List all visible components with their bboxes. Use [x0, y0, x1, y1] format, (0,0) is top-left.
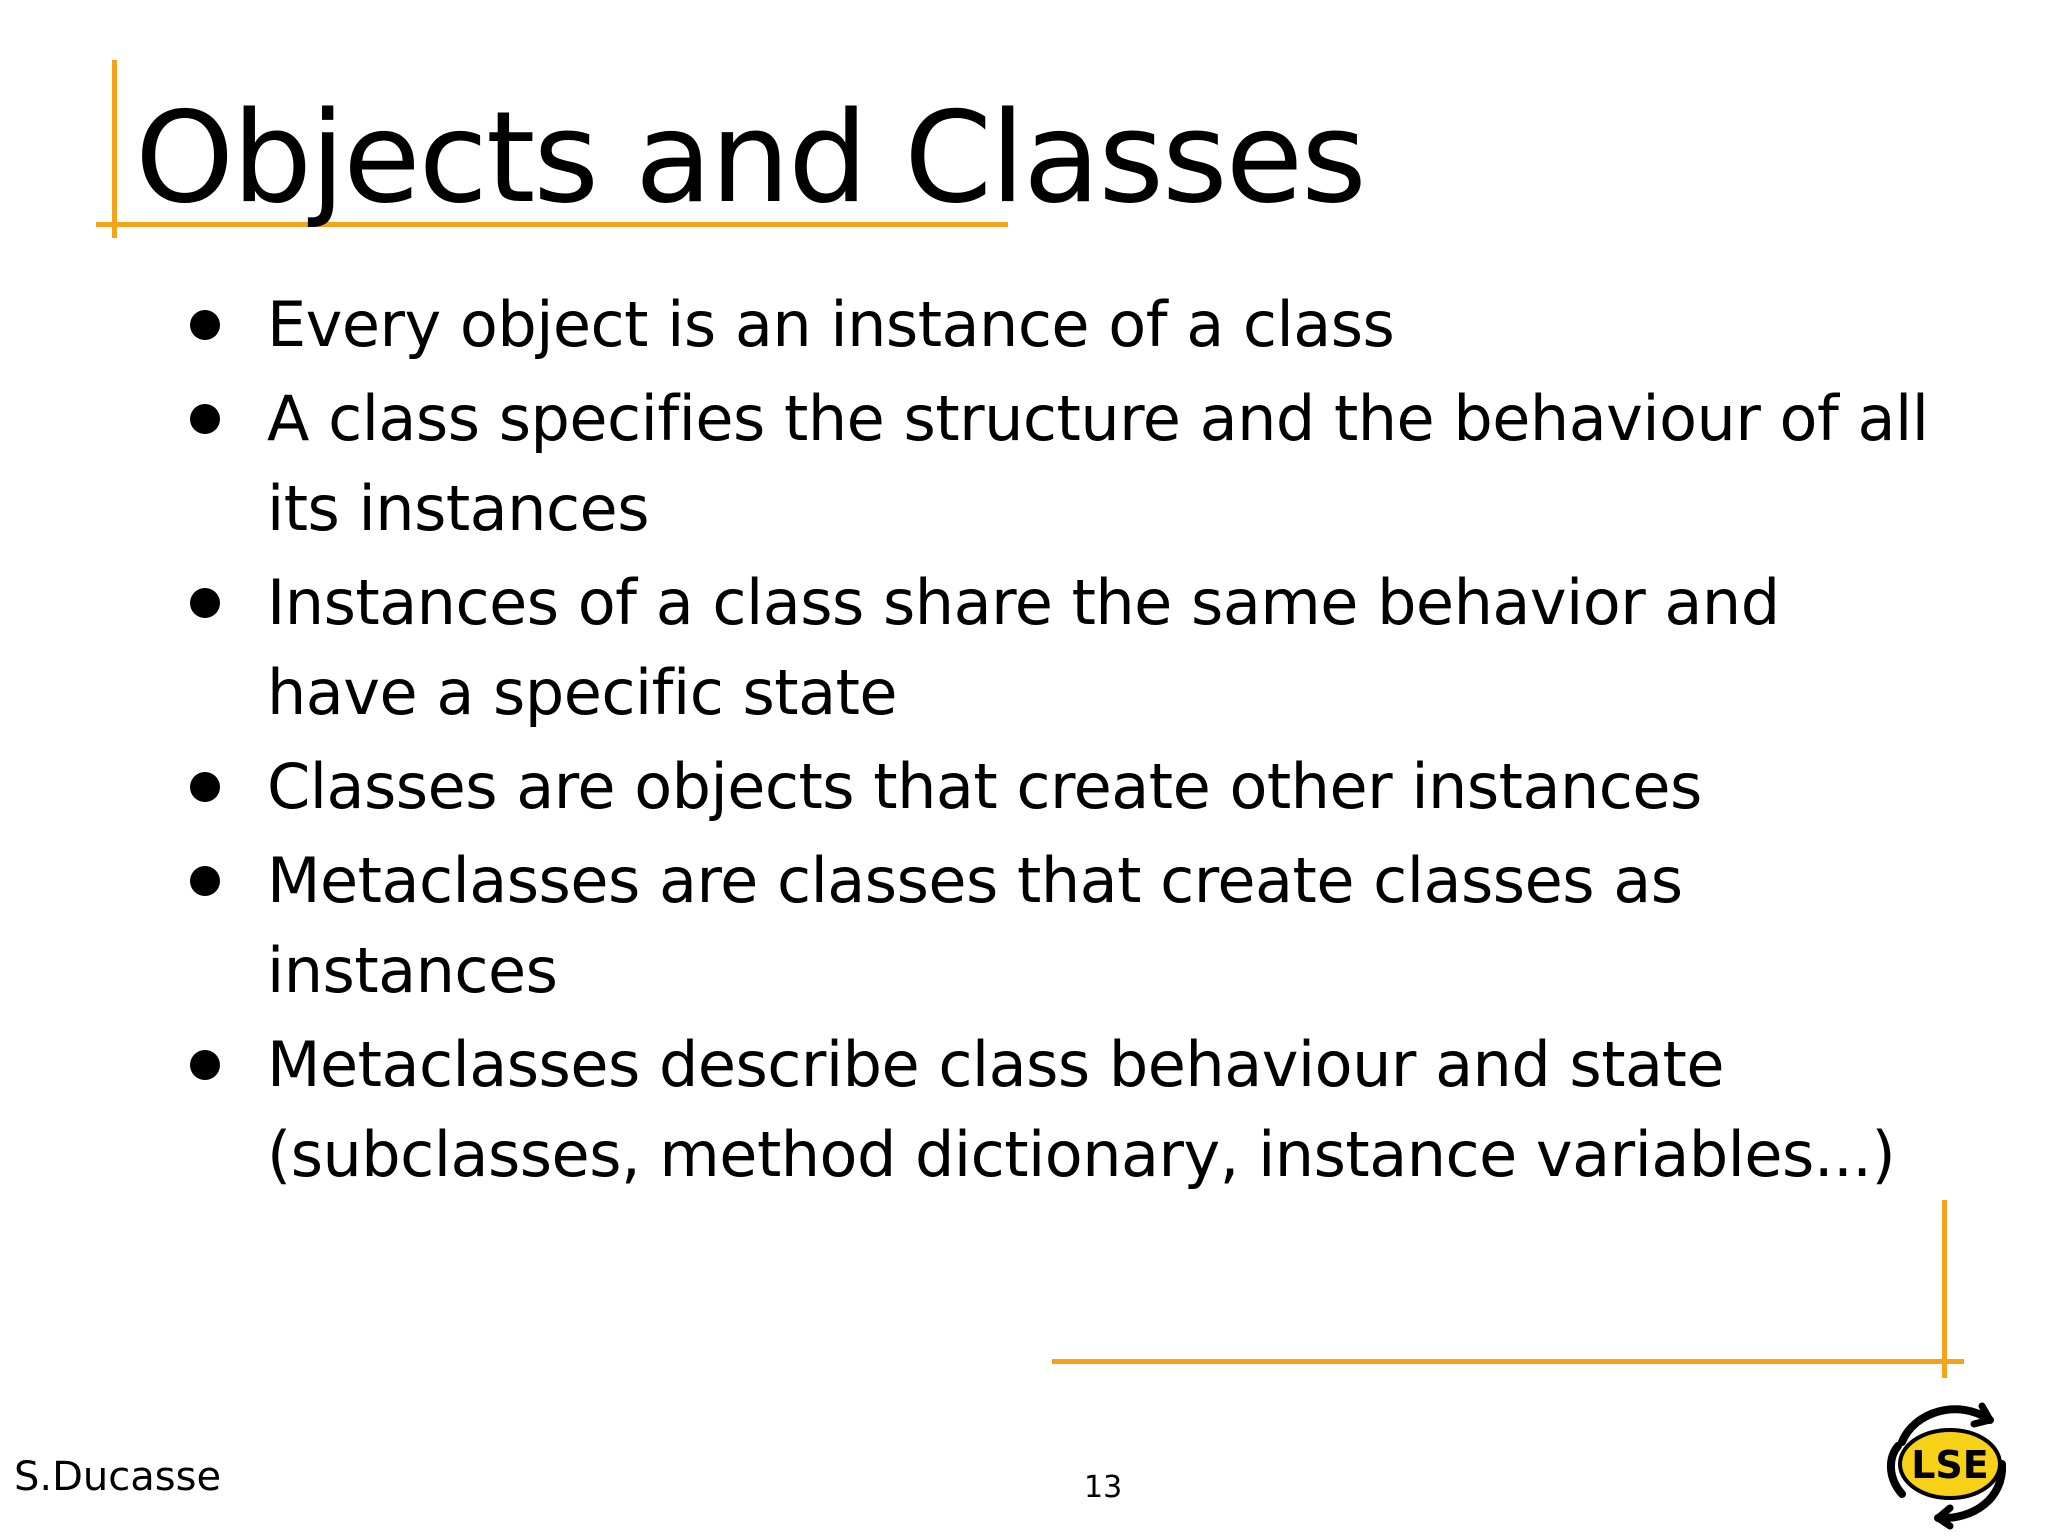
logo-text: LSE — [1911, 1443, 1989, 1487]
bullet-dot-icon — [190, 772, 220, 802]
bullet-dot-icon — [190, 1050, 220, 1080]
bullet-text: Every object is an instance of a class — [267, 288, 1395, 361]
bullet-item — [180, 558, 1940, 738]
author-name: S.Ducasse — [14, 1454, 222, 1500]
bullet-text: Metaclasses describe class behaviour and state (subclasses, method dictionary, instance variables...) — [267, 1028, 1896, 1191]
bullet-dot-icon — [190, 404, 220, 434]
bullet-text: Classes are objects that create other instances — [267, 750, 1702, 823]
bullet-text: Metaclasses are classes that create classes as instances — [267, 844, 1683, 1007]
bullet-list — [180, 280, 1940, 1204]
bullet-item — [180, 280, 1940, 370]
lse-logo-icon — [1878, 1390, 2018, 1530]
bullet-item — [180, 836, 1940, 1016]
bullet-item — [180, 374, 1940, 554]
bullet-item — [180, 1020, 1940, 1200]
bullet-dot-icon — [190, 310, 220, 340]
bullet-dot-icon — [190, 588, 220, 618]
bullet-text: A class specifies the structure and the behaviour of all its instances — [267, 382, 1929, 545]
bullet-dot-icon — [190, 866, 220, 896]
slide-title: Objects and Classes — [135, 84, 1365, 231]
bullet-text: Instances of a class share the same behavior and have a specific state — [267, 566, 1780, 729]
page-number: 13 — [1084, 1470, 1123, 1505]
corner-accent-bottom-horizontal — [1052, 1359, 1964, 1364]
corner-accent-bottom-vertical — [1942, 1200, 1947, 1378]
corner-accent-top-vertical — [112, 60, 117, 238]
bullet-item — [180, 742, 1940, 832]
